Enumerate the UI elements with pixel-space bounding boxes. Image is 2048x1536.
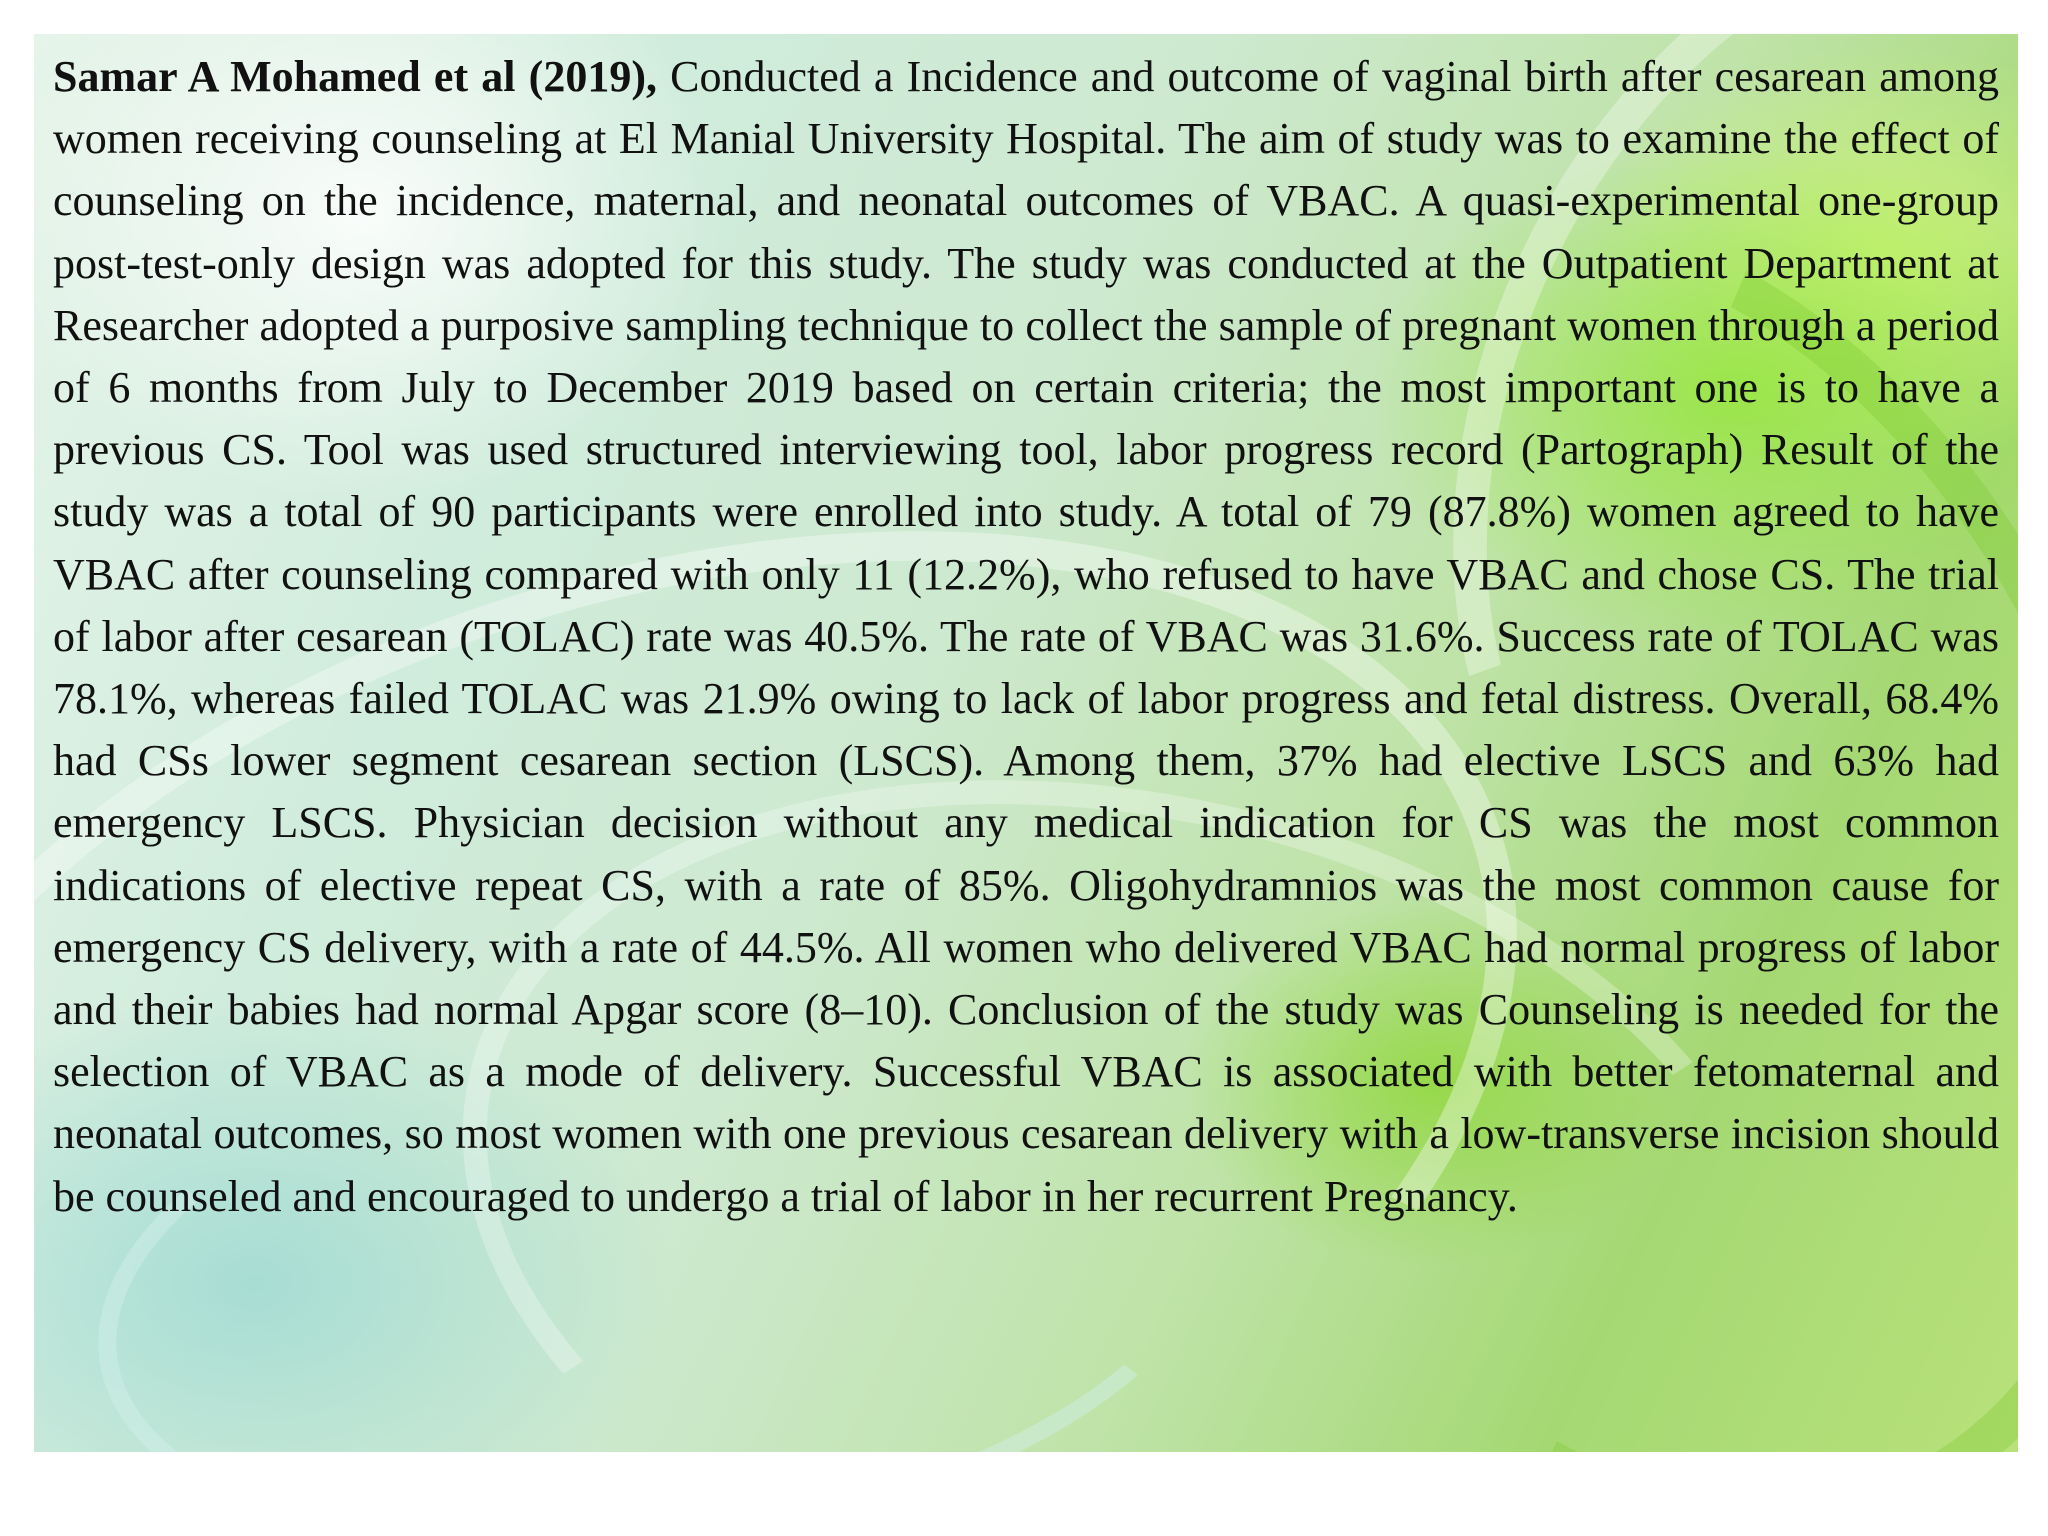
- study-summary-paragraph: [53, 46, 1999, 1228]
- summary-body-text: Conducted a Incidence and outcome of vaginal birth after cesarean among women receiving counseling at El Manial University Hospital. The aim of study was to examine the effect of counseling on the incidence, maternal, and neonatal outcomes of VBAC. A quasi-experimental one-group post-test-only design was adopted for this study. The study was conducted at the Outpatient Department at Researcher adopted a purposive sampling technique to collect the sample of pregnant women through a period of 6 months from July to December 2019 based on certain criteria; the most important one is to have a previous CS. Tool was used structured interviewing tool, labor progress record (Partograph) Result of the study was a total of 90 participants were enrolled into study. A total of 79 (87.8%) women agreed to have VBAC after counseling compared with only 11 (12.2%), who refused to have VBAC and chose CS. The trial of labor after cesarean (TOLAC) rate was 40.5%. The rate of VBAC was 31.6%. Success rate of TOLAC was 78.1%, whereas failed TOLAC was 21.9% owing to lack of labor progress and fetal distress. Overall, 68.4% had CSs lower segment cesarean section (LSCS). Among them, 37% had elective LSCS and 63% had emergency LSCS. Physician decision without any medical indication for CS was the most common indications of elective repeat CS, with a rate of 85%. Oligohydramnios was the most common cause for emergency CS delivery, with a rate of 44.5%. All women who delivered VBAC had normal progress of labor and their babies had normal Apgar score (8–10). Conclusion of the study was Counseling is needed for the selection of VBAC as a mode of delivery. Successful VBAC is associated with better fetomaternal and neonatal outcomes, so most women with one previous cesarean delivery with a low-transverse incision should be counseled and encouraged to undergo a trial of labor in her recurrent Pregnancy.: [53, 52, 2000, 1221]
- slide: [34, 34, 2018, 1452]
- author-citation: Samar A Mohamed et al (2019),: [53, 52, 657, 101]
